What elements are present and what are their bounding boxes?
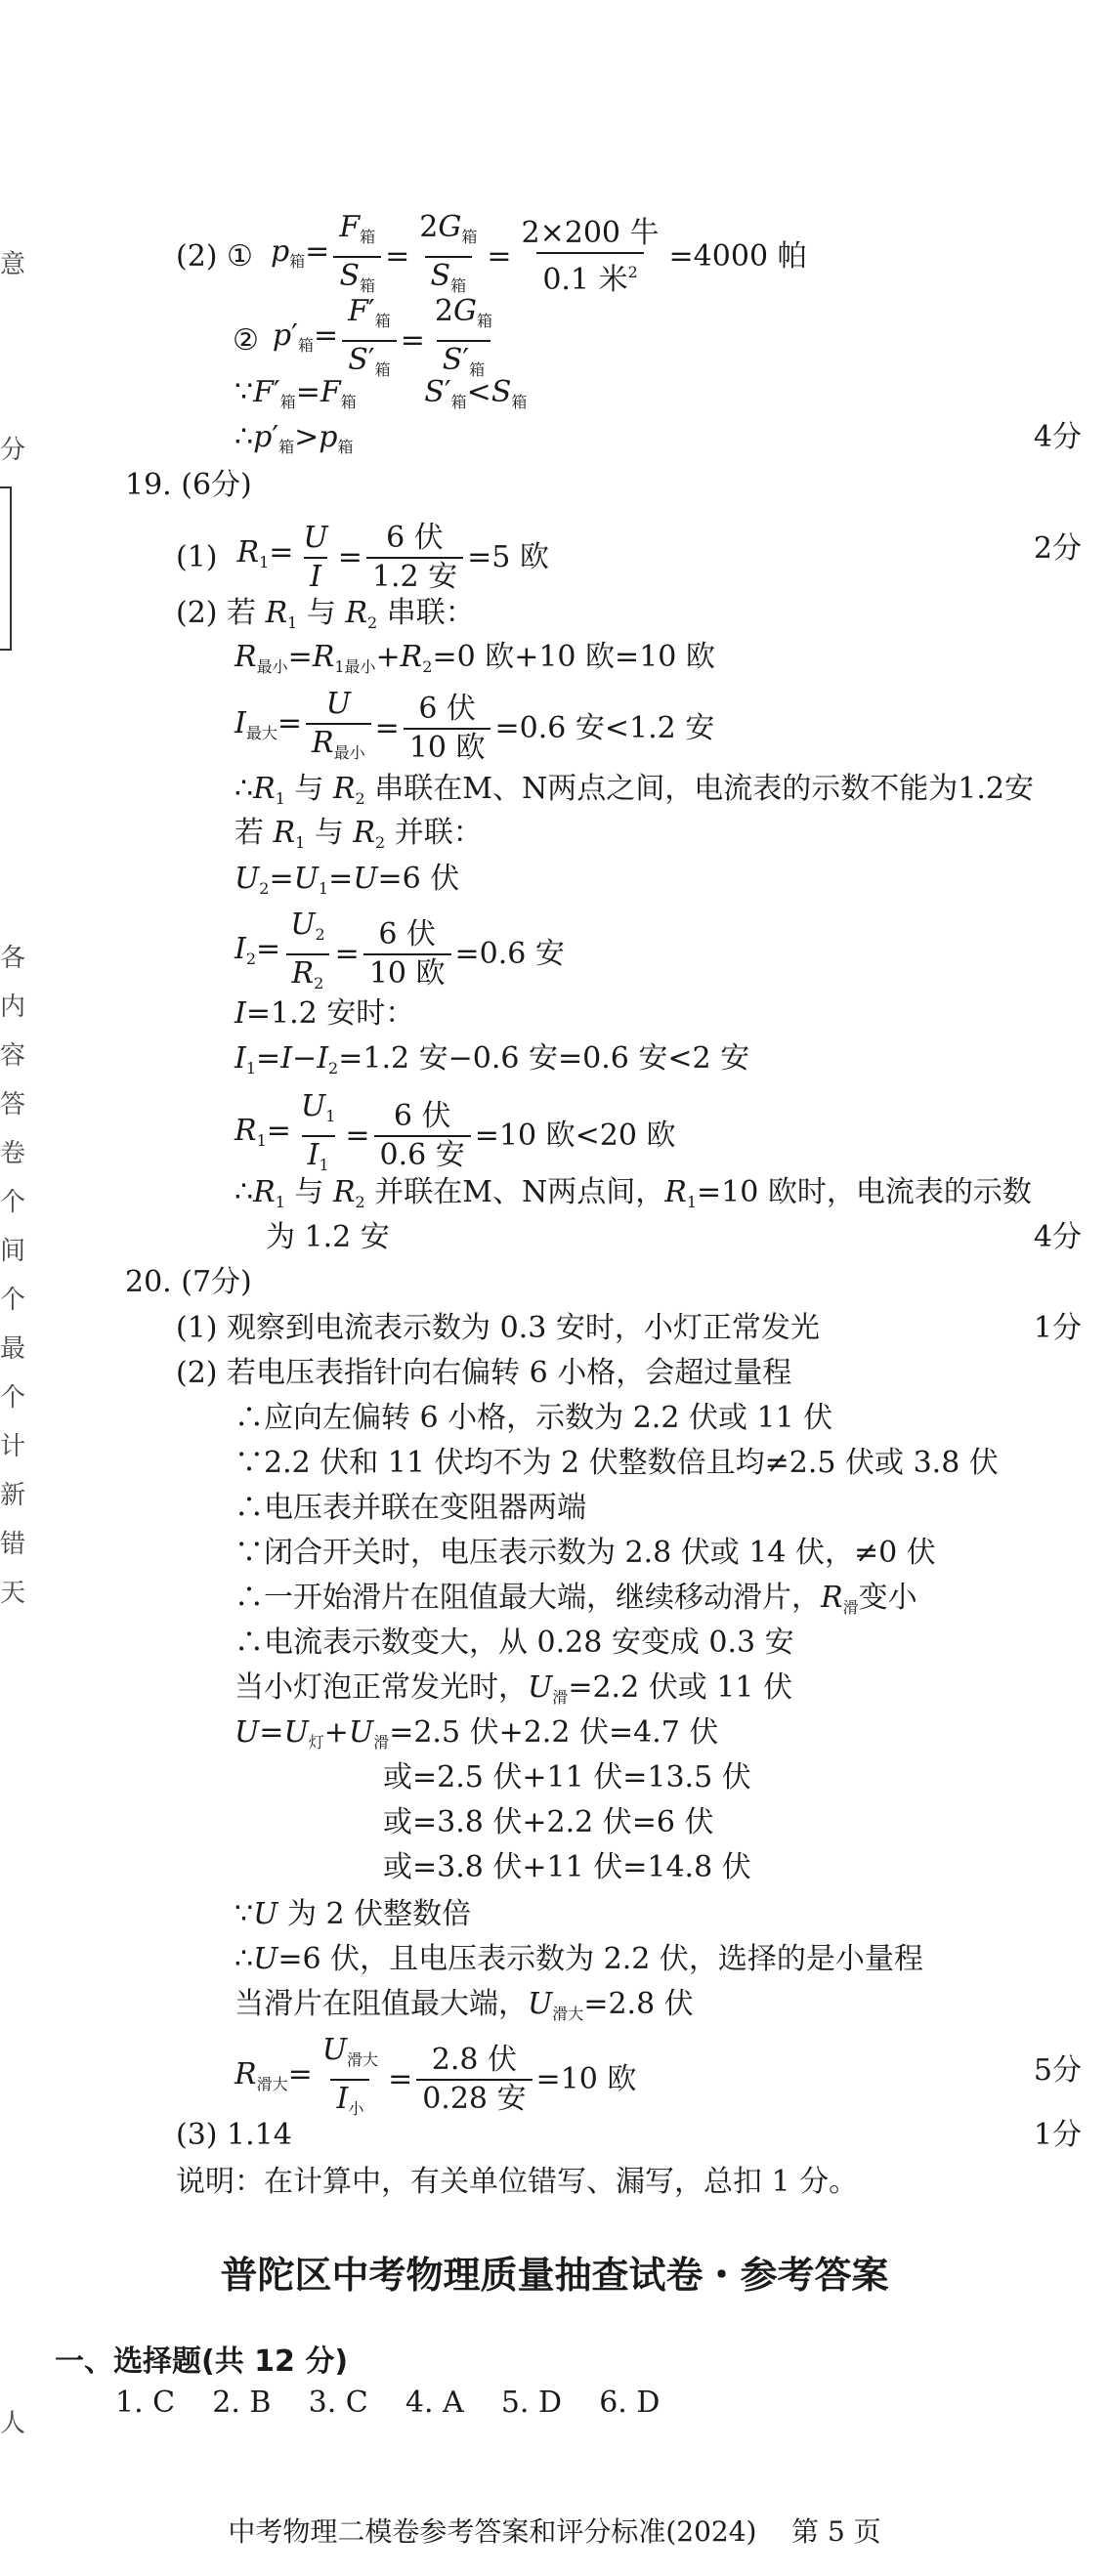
choice-answers: 1. C 2. B 3. C 4. A 5. D 6. D (115, 2386, 661, 2420)
conclusion-text: =10 欧时，电流表的示数 (697, 1175, 1032, 1209)
part1-title: 一、选择题(共 12 分) (55, 2344, 349, 2379)
series-text: 串联： (386, 596, 475, 630)
q20-line-10: 或=3.8 伏+2.2 伏=6 伏 (383, 1805, 714, 1839)
margin-char: 最 (0, 1334, 26, 1364)
line-text: 为 2 伏整数倍 (286, 1897, 472, 1931)
frac-den: 10 欧 (404, 728, 491, 765)
margin-char: 天 (0, 1579, 26, 1608)
line-text: 变小 (858, 1581, 917, 1615)
margin-char: 容 (0, 1041, 26, 1071)
frac-num: 6 伏 (393, 1099, 451, 1133)
conclusion-parallel-end: 为 1.2 安 (266, 1220, 390, 1254)
frac-den: 1.2 安 (366, 557, 463, 594)
line-text: =2.2 伏或 11 伏 (568, 1670, 792, 1705)
margin-char: 卷 (0, 1139, 26, 1168)
q18-part2-eq1: (2) ① $p_箱=$ $\frac{F_箱}{S_箱}$ = $\frac{2G_箱}{S_箱}$ = $\frac{\text{2×200 牛}}{0.1 米^2}$ =4000 帕 (176, 211, 807, 303)
u2-line: $U_2=U_1=U=6$ 伏 (235, 862, 460, 898)
q20-line-3: ∴电压表并联在变阻器两端 (235, 1491, 586, 1525)
line-text: =2.5 伏+2.2 伏=4.7 伏 (389, 1715, 719, 1750)
lt-sign: < (466, 375, 491, 409)
margin-char: 意 (0, 250, 26, 279)
result: =0.6 安 (454, 937, 565, 971)
gt-sign: > (294, 420, 320, 454)
q20-line-12: ∵U 为 2 伏整数倍 (235, 1897, 472, 1931)
because-line: $\because F'_箱=F_箱$ $S'_箱<S_箱$ (235, 375, 528, 411)
margin-char: 错 (0, 1530, 26, 1559)
score-19-2: 4分 (1033, 1220, 1082, 1254)
q20-line-1: ∴应向左偏转 6 小格，示数为 2.2 伏或 11 伏 (235, 1401, 833, 1435)
result: =10 欧 (535, 2062, 637, 2096)
r1-eq: $R_1=$ $\frac{U_1}{I_1}$ = $\frac{\text{6 伏}}{\text{0.6 安}}$ =10 欧<20 欧 (235, 1090, 676, 1182)
q20-line-13: ∴U=6 伏，且电压表示数为 2.2 伏，选择的是小量程 (235, 1942, 923, 1976)
note: 说明：在计算中，有关单位错写、漏写，总扣 1 分。 (176, 2165, 859, 2199)
margin-char: 间 (0, 1237, 26, 1266)
q20-line-6: ∴电流表示数变大，从 0.28 安变成 0.3 安 (235, 1626, 794, 1660)
score-20-3: 1分 (1033, 2118, 1082, 2152)
unit-meter: 米 (598, 263, 628, 297)
score-20-2: 5分 (1033, 2053, 1082, 2088)
margin-char: 计 (0, 1432, 26, 1461)
rmax-eq: $R_{滑大}=$ $\frac{U_{滑大}}{I_小}$ = $\frac{\text{2.8 伏}}{\text{0.28 安}}$ =10 欧 (235, 2034, 636, 2126)
part-label: (2) ① (176, 239, 253, 274)
q20-heading: 20. (7分) (125, 1265, 252, 1299)
line-text: 当滑片在阻值最大端， (235, 1987, 528, 2021)
margin-char: 个 (0, 1188, 26, 1217)
margin-char: 分 (0, 436, 26, 465)
q18-part2-eq2: ② $p'_箱=$ $\frac{F'_箱}{S'_箱}$ = $\frac{2G_箱}{S'_箱}$ (233, 295, 502, 387)
frac-den: 0.28 安 (416, 2079, 532, 2116)
u2-val: =6 伏 (377, 862, 460, 896)
q20-line-5: ∴一开始滑片在阻值最大端，继续移动滑片，$R_滑$变小 (235, 1581, 917, 1617)
q20-line-14: 当滑片在阻值最大端，$U_{滑大}=2.8$ 伏 (235, 1987, 694, 2023)
frac-num: 6 伏 (378, 917, 436, 951)
conclusion-series: $\therefore R_1$ 与 $R_2$ 串联在M、N两点之间，电流表的示数不能为1.2安 (235, 772, 1034, 808)
line-text: =2.8 伏 (583, 1987, 694, 2021)
parallel-text: 并联： (394, 816, 483, 850)
part-label: (1) (176, 540, 218, 574)
result: =0.6 安<1.2 安 (494, 711, 715, 745)
score-20-1: 1分 (1033, 1311, 1082, 1345)
result: =5 欧 (467, 540, 549, 574)
eq-sign: = (295, 375, 320, 409)
margin-char: 各 (0, 944, 26, 973)
frac-den: 0.6 安 (374, 1135, 471, 1172)
i1-line: $I_1=I-I_2=1.2$ 安−0.6 安=0.6 安<2 安 (235, 1041, 750, 1077)
q20-part2: (2) 若电压表指针向右偏转 6 小格，会超过量程 (176, 1356, 792, 1390)
margin-char: 内 (0, 992, 26, 1022)
conclusion-text: 并联在M、N两点间， (374, 1175, 665, 1209)
i2-eq: $I_2=$ $\frac{U_2}{R_2}$ = $\frac{\text{6 伏}}{\text{10 欧}}$ =0.6 安 (235, 908, 565, 1000)
page-footer: 中考物理二模卷参考答案和评分标准(2024) 第 5 页 (228, 2515, 881, 2548)
imax-eq: $I_{最大}=$ $\frac{U}{R_{最小}}$ = $\frac{\text{6 伏}}{\text{10 欧}}$ =0.6 安<1.2 安 (235, 688, 714, 770)
q20-line-4: ∵闭合开关时，电压表示数为 2.8 伏或 14 伏，≠0 伏 (235, 1536, 936, 1570)
rmin-tail: =0 欧+10 欧=10 欧 (432, 640, 715, 674)
frac-den: 10 欧 (363, 953, 451, 991)
frac-num: 2.8 伏 (431, 2043, 517, 2077)
line-text: ∴一开始滑片在阻值最大端，继续移动滑片， (235, 1581, 821, 1615)
i1-val: =1.2 安−0.6 安=0.6 安<2 安 (338, 1041, 750, 1076)
therefore-line: $\therefore p'_箱>p_箱$ (235, 420, 354, 456)
rmin-line: $R_{最小}=R_{1最小}+R_2=0$ 欧+10 欧=10 欧 (235, 640, 715, 676)
pressure-result: =4000 帕 (668, 239, 807, 274)
frac-num: 6 伏 (386, 521, 444, 555)
parallel-intro: 若 $R_1$ 与 $R_2$ 并联： (235, 816, 483, 852)
conclusion-text: 串联在M、N两点之间，电流表的示数不能为1.2安 (374, 772, 1034, 806)
q20-line-9: 或=2.5 伏+11 伏=13.5 伏 (383, 1760, 751, 1795)
q20-line-2: ∵2.2 伏和 11 伏均不为 2 伏整数倍且均≠2.5 伏或 3.8 伏 (235, 1446, 999, 1480)
q19-heading: 19. (6分) (125, 468, 252, 502)
margin-char: 新 (0, 1481, 26, 1510)
score-19-1: 2分 (1033, 531, 1082, 566)
q20-line-11: 或=3.8 伏+11 伏=14.8 伏 (383, 1850, 751, 1884)
result: =10 欧<20 欧 (474, 1119, 676, 1153)
margin-char: 答 (0, 1090, 26, 1119)
part-label: (2) 若 (176, 596, 257, 630)
margin-char: 个 (0, 1383, 26, 1413)
margin-box (0, 486, 12, 651)
line-text: 当小灯泡正常发光时， (235, 1670, 528, 1705)
q19-part1-eq: (1) $R_1=$ $\frac{U}{I}$ = $\frac{\text{6 伏}}{\text{1.2 安}}$ =5 欧 (176, 521, 549, 594)
q20-line-8: $U=U_灯+U_滑=2.5$ 伏+2.2 伏=4.7 伏 (235, 1715, 719, 1752)
section-title: 普陀区中考物理质量抽查试卷・参考答案 (220, 2254, 889, 2297)
i-val: =1.2 安时： (245, 996, 415, 1031)
margin-char: 人 (0, 2409, 26, 2438)
q19-part2-intro: (2) 若 $R_1$ 与 $R_2$ 串联： (176, 596, 475, 632)
q20-part1: (1) 观察到电流表示数为 0.3 安时，小灯正常发光 (176, 1311, 820, 1345)
i-line: I=1.2 安时： (235, 996, 415, 1031)
q20-line-7: 当小灯泡正常发光时，$U_滑=2.2$ 伏或 11 伏 (235, 1670, 792, 1707)
margin-char: 个 (0, 1286, 26, 1315)
q20-part3: (3) 1.14 (176, 2118, 292, 2152)
line-text: =6 伏，且电压表示数为 2.2 伏，选择的是小量程 (277, 1942, 923, 1976)
circle-2: ② (233, 323, 259, 358)
conclusion-parallel: $\therefore R_1$ 与 $R_2$ 并联在M、N两点间，$R_1=10$ 欧时，电流表的示数 (235, 1175, 1032, 1211)
unit-newton: 牛 (629, 216, 660, 250)
frac-num: 6 伏 (418, 692, 476, 726)
score-18: 4分 (1033, 420, 1082, 454)
